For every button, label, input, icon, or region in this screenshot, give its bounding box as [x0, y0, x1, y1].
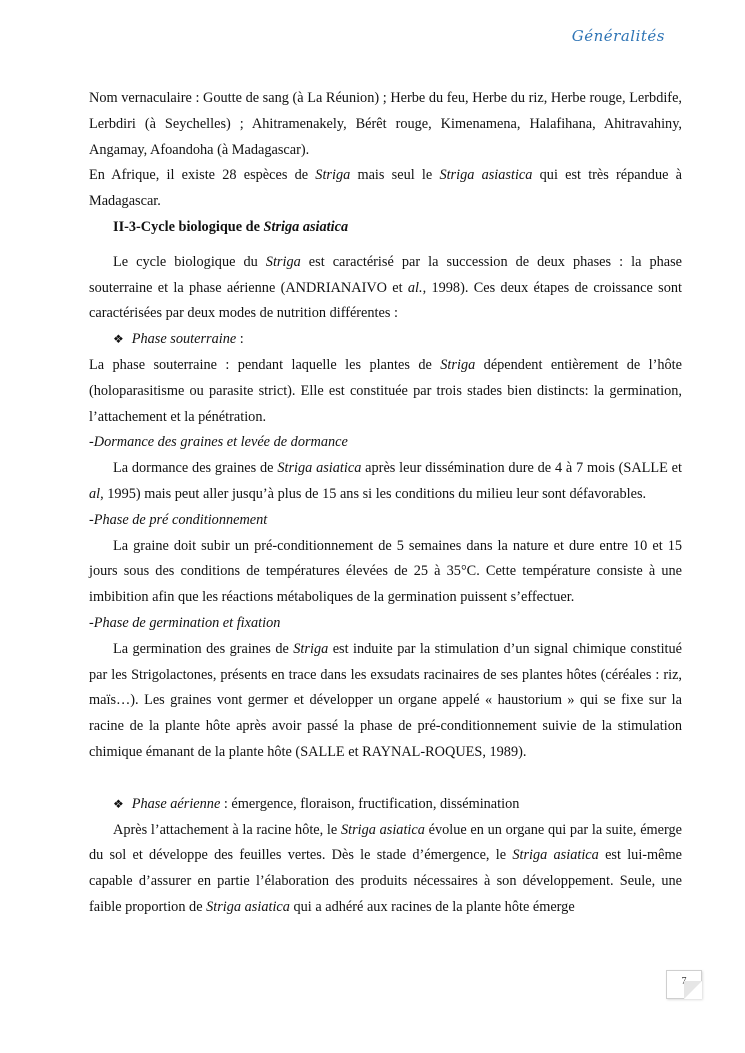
- bullet-phase-aerienne: ❖ Phase aérienne : émergence, floraison, fructification, dissémination: [113, 792, 682, 818]
- paragraph-vernacular-names: Nom vernaculaire : Goutte de sang (à La Réunion) ; Herbe du feu, Herbe du riz, Herbe rouge, Lerbdife, Lerbdiri (à Seychelles) ; Ahitramenakely, Bérêt rouge, Kimenamena, Halafihana, Ahitravahiny, Angamay, Afoandoha (à Madagascar).: [89, 90, 682, 158]
- page-curl-icon: [684, 981, 702, 999]
- diamond-bullet-icon: ❖: [113, 796, 124, 811]
- paragraph-cycle: Le cycle biologique du Striga est caractérisé par la succession de deux phases : la phase souterraine et la phase aérienne (ANDRIANAIVO et al., 1998). Ces deux étapes de croissance sont caractérisées par deux modes de nutrition différentes :: [89, 253, 683, 322]
- page-body: [89, 86, 682, 921]
- section-heading: II-3-Cycle biologique de Striga asiatica: [113, 218, 349, 235]
- paragraph-phase-aerienne: Après l’attachement à la racine hôte, le Striga asiatica évolue en un organe qui par la suite, émerge du sol et développe des feuilles vertes. Dès le stade d’émergence, le Striga asiatica est lui-même capable d’assurer en partie l’élaboration des produits nécessaires à son développement. Seule, une faible proportion de Striga asiatica qui a adhéré aux racines de la plante hôte émerge: [89, 821, 683, 915]
- subheading-dormance: -Dormance des graines et levée de dormance: [89, 434, 348, 451]
- subheading-germination: -Phase de germination et fixation: [89, 614, 281, 631]
- page-number: 7: [681, 976, 687, 987]
- paragraph-germination: La germination des graines de Striga est induite par la stimulation d’un signal chimique constitué par les Strigolactones, présents en trace dans les exsudats racinaires de ses plantes hôtes (céréales : riz, maïs…). Les graines vont germer et développer un organe appelé « haustorium » qui se fixe sur la racine de la plante hôte après avoir passé la phase de pré-conditionnement suivie de la stimulation chimique émanant de la plante hôte (SALLE et RAYNAL-ROQUES, 1989).: [89, 640, 683, 760]
- page-number-box: [666, 970, 702, 999]
- paragraph-phase-souterraine: La phase souterraine : pendant laquelle les plantes de Striga dépendent entièrement de l’hôte (holoparasitisme ou parasite strict). Elle est constituée par trois stades bien distincts: la germination, l’attachement et la pénétration.: [89, 356, 682, 425]
- paragraph-preconditionnement: La graine doit subir un pré-conditionnement de 5 semaines dans la nature et dure entre 10 et 15 jours sous des conditions de températures élevées de 25 à 35°C. Cette température consiste à une imbibition afin que les réactions métaboliques de la germination puissent s’effectuer.: [89, 537, 682, 606]
- diamond-bullet-icon: ❖: [113, 332, 124, 347]
- paragraph-dormance: La dormance des graines de Striga asiatica après leur dissémination dure de 4 à 7 mois (SALLE et al, 1995) mais peut aller jusqu’à plus de 15 ans si les conditions du milieu leur sont défavorables.: [89, 460, 682, 502]
- bullet-phase-souterraine: ❖ Phase souterraine :: [113, 327, 682, 353]
- paragraph-species-count: En Afrique, il existe 28 espèces de Striga mais seul le Striga asiastica qui est très répandue à Madagascar.: [89, 167, 682, 210]
- subheading-preconditionnement: -Phase de pré conditionnement: [89, 511, 268, 528]
- running-header: Généralités: [571, 27, 665, 45]
